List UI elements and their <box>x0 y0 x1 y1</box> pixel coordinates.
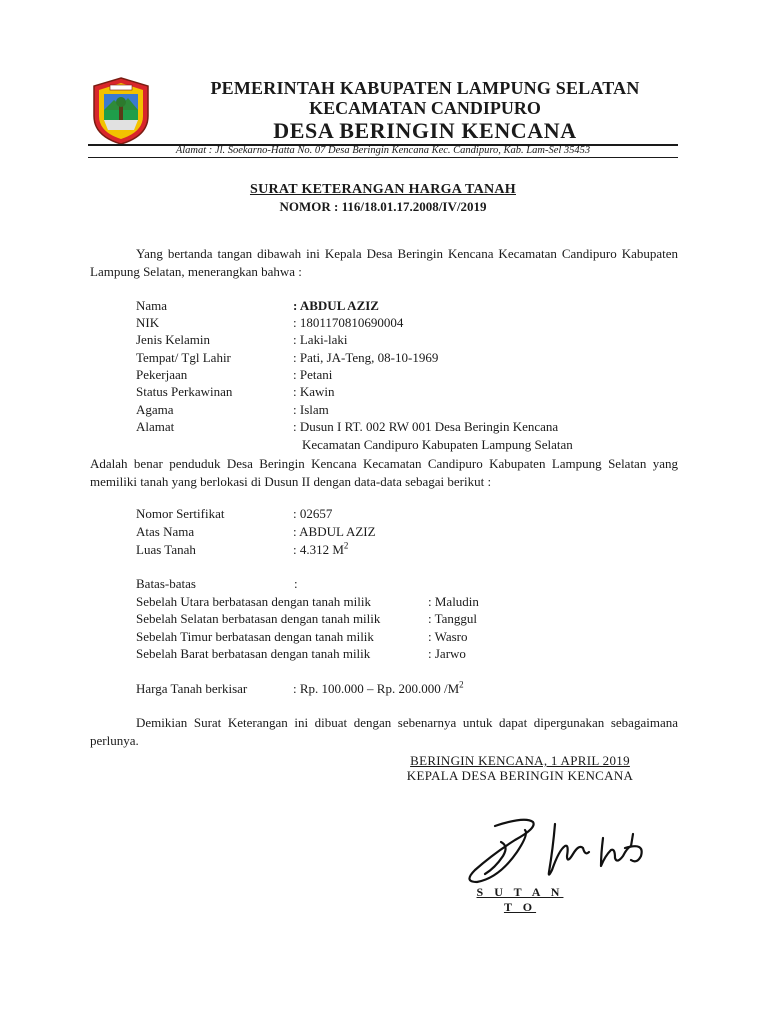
header-address: Alamat : Jl. Soekarno-Hatta No. 07 Desa Beringin Kencana Kec. Candipuro, Kab. Lam-Sel 35453 <box>175 145 591 156</box>
regency-emblem-icon <box>90 76 152 146</box>
person-label-name: Nama <box>136 298 168 313</box>
header-government: PEMERINTAH KABUPATEN LAMPUNG SELATAN <box>210 78 640 98</box>
closing-paragraph: Demikian Surat Keterangan ini dibuat dengan sebenarnya untuk dapat dipergunakan sebagaimana perlunya. <box>90 715 678 748</box>
boundary-value-south: : Tanggul <box>428 611 478 626</box>
boundary-label-east: Sebelah Timur berbatasan dengan tanah milik <box>136 629 374 644</box>
person-label-gender: Jenis Kelamin <box>136 332 211 347</box>
price-value: : Rp. 100.000 – Rp. 200.000 $/M^2$ <box>293 679 464 696</box>
land-value-owner: : ABDUL AZIZ <box>293 524 376 539</box>
person-value-birth: : Pati, JA-Teng, 08-10-1969 <box>293 350 439 365</box>
person-value-address-line2: Kecamatan Candipuro Kabupaten Lampung Selatan <box>302 437 573 452</box>
signatory-name: S U T A N T O <box>476 885 564 914</box>
person-label-address: Alamat <box>136 419 175 434</box>
person-value-gender: : Laki-laki <box>293 332 348 347</box>
person-value-nik: : 1801170810690004 <box>293 315 404 330</box>
header-district: KECAMATAN CANDIPURO <box>309 98 541 118</box>
person-label-birth: Tempat/ Tgl Lahir <box>136 350 231 365</box>
boundary-value-north: : Maludin <box>428 594 479 609</box>
price-label: Harga Tanah berkisar <box>136 681 248 696</box>
header-divider-thin <box>88 157 678 158</box>
land-value-certificate: : 02657 <box>293 506 333 521</box>
person-value-occupation: : Petani <box>293 367 333 382</box>
person-label-nik: NIK <box>136 315 160 330</box>
boundary-label-west: Sebelah Barat berbatasan dengan tanah milik <box>136 646 371 661</box>
person-label-occupation: Pekerjaan <box>136 367 188 382</box>
land-value-area: : 4.312 $M^2$ <box>293 540 349 557</box>
boundary-label-north: Sebelah Utara berbatasan dengan tanah milik <box>136 594 371 609</box>
land-label-area: Luas Tanah <box>136 542 196 557</box>
land-label-owner: Atas Nama <box>136 524 195 539</box>
person-label-marital: Status Perkawinan <box>136 384 233 399</box>
document-number: NOMOR : 116/18.01.17.2008/IV/2019 <box>279 199 487 214</box>
residency-paragraph: Adalah benar penduduk Desa Beringin Kencana Kecamatan Candipuro Kabupaten Lampung Selatan yang memiliki tanah yang berlokasi di Dusun II dengan data-data sebagai berikut : <box>90 456 678 489</box>
document-title: SURAT KETERANGAN HARGA TANAH <box>249 182 516 197</box>
boundary-value-east: : Wasro <box>428 629 468 644</box>
boundary-value-west: : Jarwo <box>428 646 466 661</box>
boundary-heading-colon: : <box>294 576 298 591</box>
boundary-heading: Batas-batas <box>136 576 196 591</box>
land-label-certificate: Nomor Sertifikat <box>136 506 225 521</box>
person-value-religion: : Islam <box>293 402 329 417</box>
boundary-label-south: Sebelah Selatan berbatasan dengan tanah milik <box>136 611 381 626</box>
handwritten-signature-icon <box>455 812 665 892</box>
person-value-address: : Dusun I RT. 002 RW 001 Desa Beringin Kencana <box>293 419 559 434</box>
intro-paragraph: Yang bertanda tangan dibawah ini Kepala Desa Beringin Kencana Kecamatan Candipuro Kabupaten Lampung Selatan, menerangkan bahwa : <box>90 246 678 279</box>
signature-position: KEPALA DESA BERINGIN KENCANA <box>406 768 634 783</box>
person-value-marital: : Kawin <box>293 384 335 399</box>
person-label-religion: Agama <box>136 402 174 417</box>
header-village: DESA BERINGIN KENCANA <box>273 118 577 143</box>
signature-place-date: BERINGIN KENCANA, 1 APRIL 2019 <box>410 753 630 768</box>
person-value-name: : ABDUL AZIZ <box>293 298 379 313</box>
